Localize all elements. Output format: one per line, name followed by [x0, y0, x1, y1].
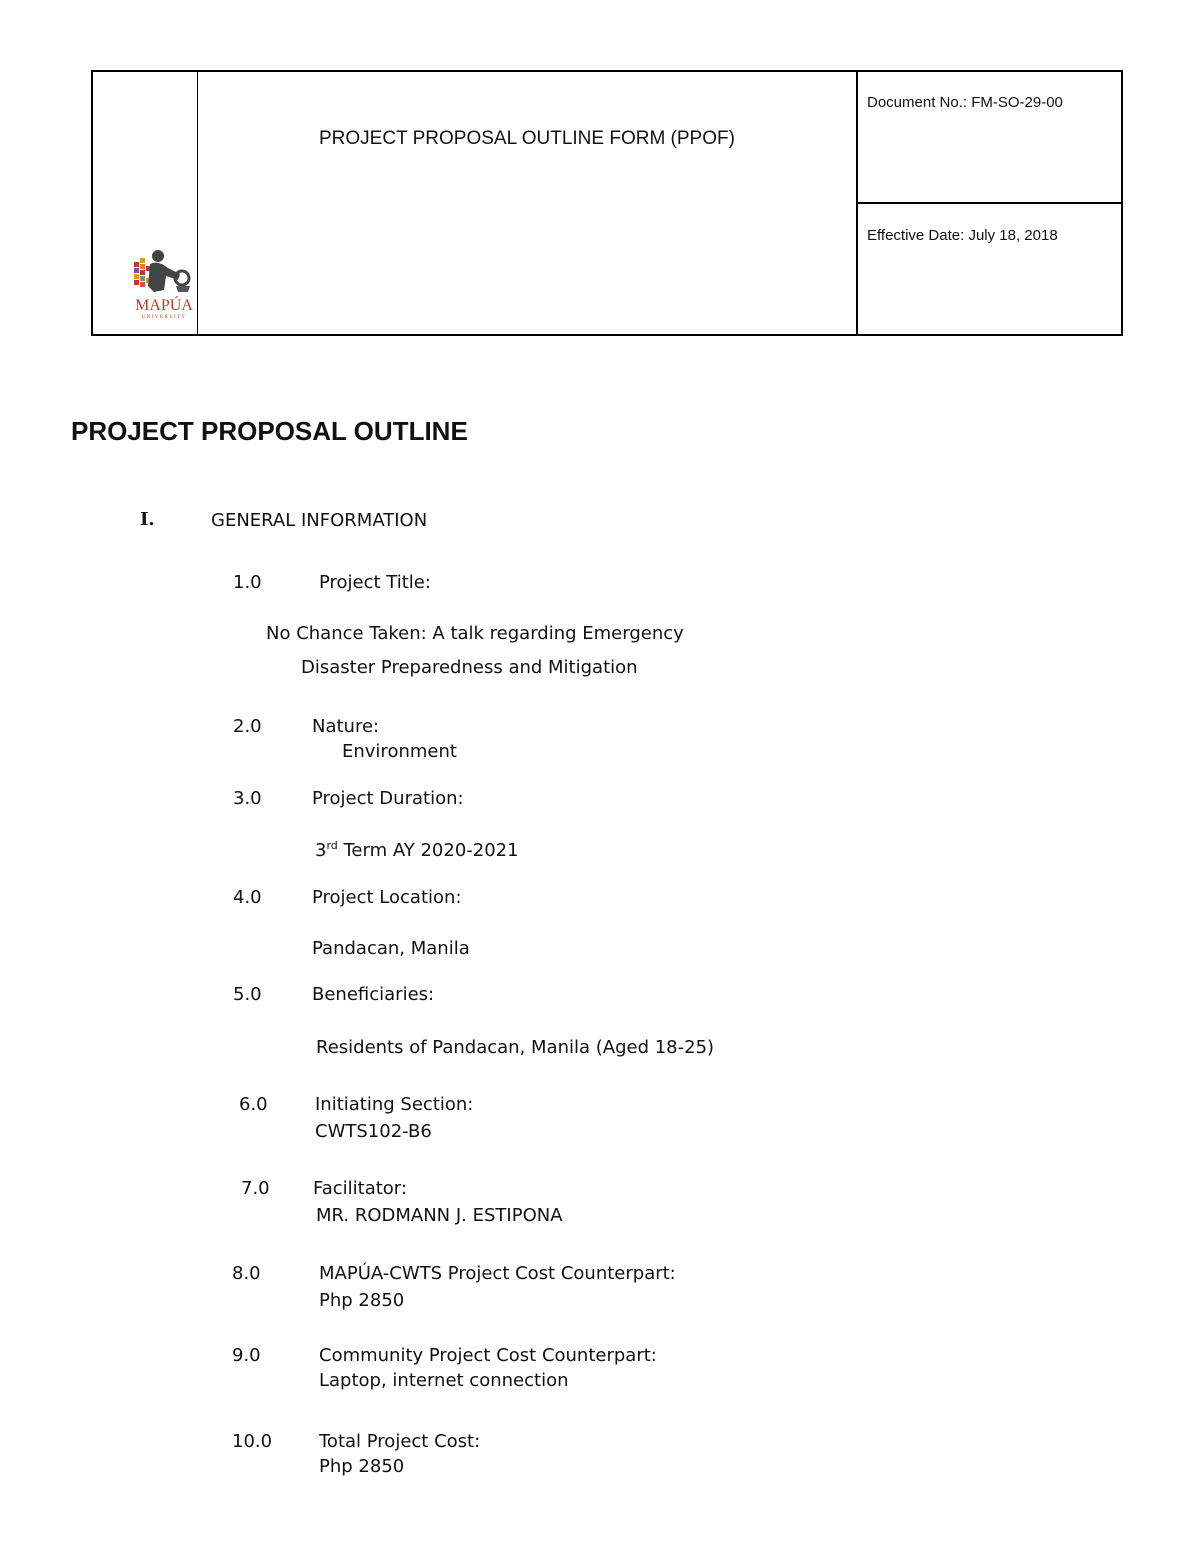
item-value: Environment	[342, 741, 457, 762]
item-value: Disaster Preparedness and Mitigation	[301, 657, 638, 678]
item-label: Total Project Cost:	[319, 1431, 481, 1452]
item-number: 8.0	[232, 1263, 261, 1284]
item-label: Facilitator:	[313, 1178, 407, 1199]
item-value: Laptop, internet connection	[319, 1370, 569, 1391]
logo-wordmark: MAPÚA	[135, 297, 193, 314]
document-number: Document No.: FM-SO-29-00	[867, 94, 1063, 111]
item-label: Project Duration:	[312, 788, 464, 809]
duration-rest: Term AY 2020-2021	[337, 840, 519, 861]
section-title: GENERAL INFORMATION	[211, 510, 428, 531]
item-number: 10.0	[232, 1431, 273, 1452]
item-value: Residents of Pandacan, Manila (Aged 18-25)	[316, 1037, 715, 1058]
table-border-top	[91, 70, 1123, 72]
effective-date: Effective Date: July 18, 2018	[867, 227, 1058, 244]
table-border-bottom	[91, 334, 1123, 336]
item-number: 5.0	[233, 984, 262, 1005]
item-value: Php 2850	[319, 1456, 405, 1477]
item-value	[315, 840, 519, 861]
item-label: Nature:	[312, 716, 380, 737]
page-title: PROJECT PROPOSAL OUTLINE	[71, 416, 468, 446]
table-divider-horizontal	[856, 202, 1123, 204]
item-label: MAPÚA-CWTS Project Cost Counterpart:	[319, 1263, 676, 1284]
item-value: MR. RODMANN J. ESTIPONA	[316, 1205, 563, 1226]
item-number: 1.0	[233, 572, 262, 593]
item-label: Beneficiaries:	[312, 984, 435, 1005]
item-value: No Chance Taken: A talk regarding Emergency	[266, 623, 684, 644]
item-label: Project Title:	[319, 572, 431, 593]
form-title: PROJECT PROPOSAL OUTLINE FORM (PPOF)	[319, 128, 735, 149]
item-number: 3.0	[233, 788, 262, 809]
item-label: Initiating Section:	[315, 1094, 474, 1115]
item-label: Community Project Cost Counterpart:	[319, 1345, 657, 1366]
logo-subtext: UNIVERSITY	[141, 315, 187, 320]
duration-ordinal: 3	[315, 840, 327, 861]
item-value: Pandacan, Manila	[312, 938, 470, 959]
mapua-logo	[128, 246, 200, 326]
item-value: Php 2850	[319, 1290, 405, 1311]
item-number: 9.0	[232, 1345, 261, 1366]
item-number: 4.0	[233, 887, 262, 908]
item-number: 7.0	[241, 1178, 270, 1199]
item-label: Project Location:	[312, 887, 462, 908]
table-border-left	[91, 70, 93, 336]
item-number: 2.0	[233, 716, 262, 737]
item-value: CWTS102-B6	[315, 1121, 432, 1142]
item-number: 6.0	[239, 1094, 268, 1115]
duration-ordinal-suffix: rd	[326, 839, 338, 852]
section-numeral: I.	[140, 509, 155, 530]
